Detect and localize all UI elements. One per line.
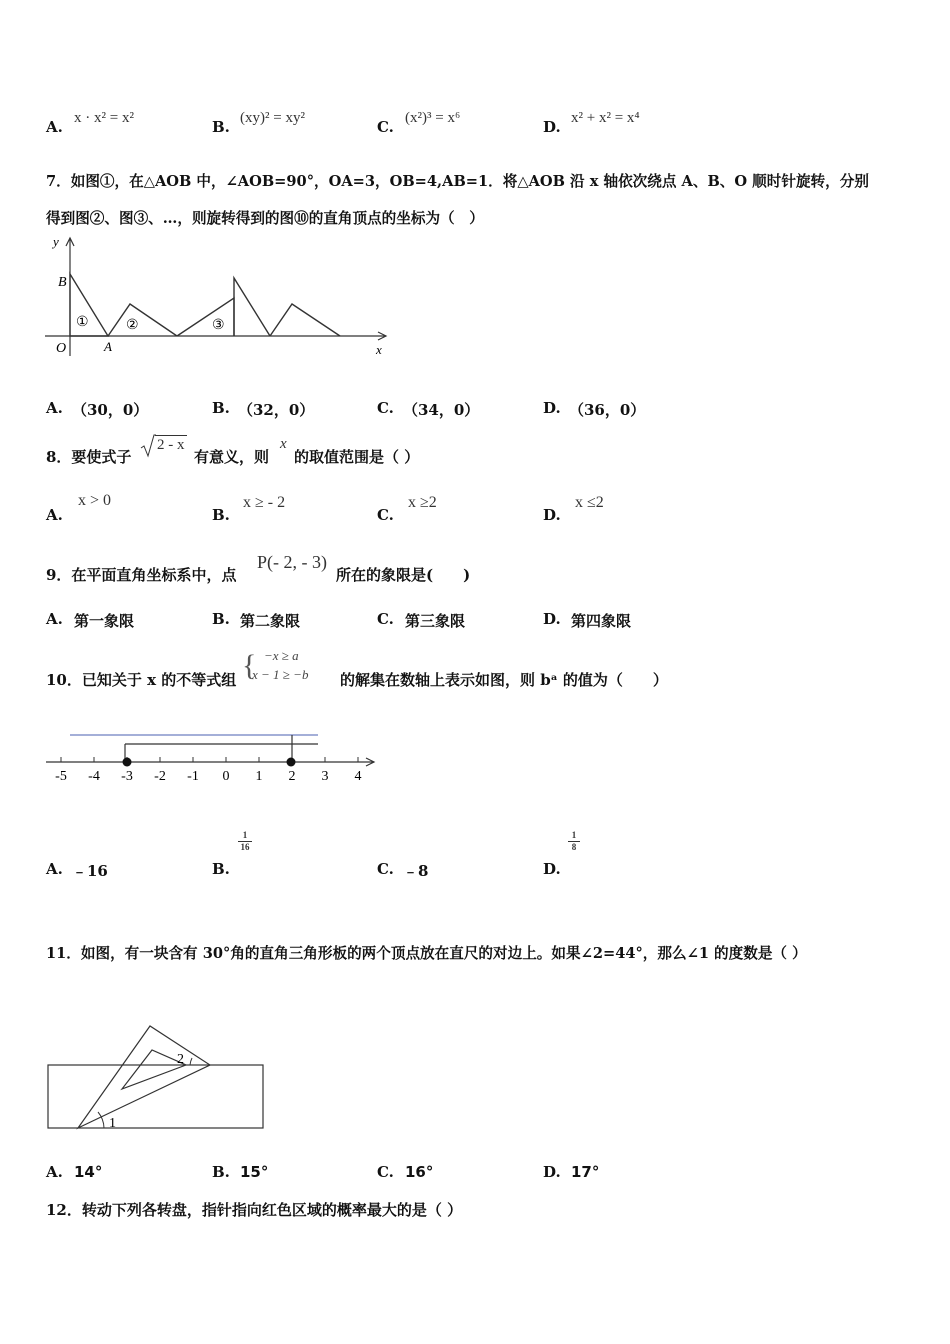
q10-option-a-text: ﹣16 [72, 862, 108, 880]
q11-figure [40, 1020, 272, 1136]
q8-option-d-label: D. [543, 506, 561, 524]
q7-option-b-text: （32，0） [238, 401, 315, 419]
q8-radical [140, 433, 192, 459]
q8-radicand: 2 - x [157, 437, 185, 453]
q10-option-c-text: ﹣8 [403, 862, 429, 880]
q10-option-c-label: C. [377, 860, 394, 878]
q10-ticks [55, 757, 361, 784]
q10-tick-label: -1 [187, 769, 199, 784]
q9-option-d-label: D. [543, 610, 561, 628]
q10-option-d-den: 8 [571, 842, 577, 852]
q11-angle2-label: 2 [177, 1052, 184, 1067]
q8-option-b-expr: x ≥ - 2 [243, 494, 286, 511]
q10-option-d-num: 1 [568, 830, 580, 842]
q11-option-b-label: B. [212, 1163, 230, 1181]
q10-dot-right [287, 758, 296, 767]
q11-triangle-outer [78, 1026, 210, 1128]
q9-option-c-label: C. [377, 610, 394, 628]
q8-option-b-label: B. [212, 506, 230, 524]
q10-tick-label: -2 [154, 769, 166, 784]
q11-ruler [48, 1065, 263, 1128]
q11-option-d-label: D. [543, 1163, 561, 1181]
q9-option-c-text: 第三象限 [405, 612, 466, 630]
q7-option-b-label: B. [212, 399, 230, 417]
q8-option-a-label: A. [46, 506, 63, 524]
q10-tick-label: 3 [321, 769, 329, 784]
q9-option-b-label: B. [212, 610, 230, 628]
q7-triangle-4 [234, 278, 270, 336]
q12-text: 12．转动下列各转盘，指针指向红色区域的概率最大的是（ ） [46, 1201, 463, 1219]
brace-icon: { [242, 649, 257, 682]
q10-suffix: 的解集在数轴上表示如图，则 bᵃ 的值为（ ） [340, 671, 668, 689]
sqrt-icon [140, 434, 156, 458]
q7-b-label: B [58, 275, 67, 290]
q9-option-d-text: 第四象限 [571, 612, 632, 630]
q7-triangle-2 [108, 304, 177, 336]
q10-option-b-den: 16 [240, 842, 250, 852]
q10-number-line [40, 728, 384, 788]
q10-dot-left [123, 758, 132, 767]
q10-tick-label: -4 [88, 769, 100, 784]
q9-prefix: 9．在平面直角坐标系中，点 [46, 566, 237, 584]
q10-option-d-fraction [568, 830, 580, 853]
q6-option-c-expr: (x²)³ = x⁶ [405, 110, 461, 126]
q7-a-label: A [104, 339, 112, 354]
q7-triangle-5 [270, 304, 340, 336]
q10-system [242, 648, 338, 686]
q10-option-b-num: 1 [238, 830, 252, 842]
q7-figure [40, 232, 400, 358]
q10-tick-label: 4 [354, 769, 362, 784]
q7-x-label: x [376, 342, 382, 357]
q11-option-a-label: A. [46, 1163, 63, 1181]
q10-ineq-2: x − 1 ≥ −b [252, 667, 309, 682]
q7-option-d-label: D. [543, 399, 561, 417]
q7-triangle-3 [177, 298, 234, 336]
q10-option-b-label: B. [212, 860, 230, 878]
q8-option-c-label: C. [377, 506, 394, 524]
q7-mark-3: ③ [212, 318, 225, 333]
q8-option-c-expr: x ≥2 [408, 494, 437, 511]
q6-option-d-label: D. [543, 118, 561, 136]
q8-option-a-expr: x > 0 [78, 492, 112, 509]
q10-option-b-fraction [238, 830, 252, 853]
q7-mark-2: ② [126, 318, 139, 333]
q7-option-c-label: C. [377, 399, 394, 417]
q11-option-a-text: 14° [74, 1163, 103, 1181]
q7-line1: 7．如图①，在△AOB 中，∠AOB=90°，OA=3，OB=4,AB=1．将△AOB 沿 x 轴依次绕点 A、B、O 顺时针旋转，分别 [46, 173, 869, 190]
q6-option-a-expr: x · x² = x² [74, 110, 134, 126]
q10-option-a-label: A. [46, 860, 63, 878]
q9-suffix: 所在的象限是( ) [336, 566, 471, 584]
q7-line2: 得到图②、图③、…，则旋转得到的图⑩的直角顶点的坐标为（ ） [46, 210, 484, 227]
q6-option-b-expr: (xy)² = xy² [240, 110, 305, 126]
q10-option-d-label: D. [543, 860, 561, 878]
q10-ineq-1: −x ≥ a [264, 648, 299, 663]
q7-option-c-text: （34，0） [403, 401, 480, 419]
q11-option-b-text: 15° [240, 1163, 269, 1181]
q11-option-c-text: 16° [405, 1163, 434, 1181]
q11-angle1-label: 1 [109, 1116, 116, 1131]
q10-tick-label: 0 [222, 769, 230, 784]
q8-var: x [280, 436, 287, 452]
q6-option-b-label: B. [212, 118, 230, 136]
q10-tick-label: 2 [288, 769, 296, 784]
q7-option-a-text: （30，0） [72, 401, 149, 419]
q10-tick-label: -3 [121, 769, 133, 784]
q11-text: 11．如图，有一块含有 30°角的直角三角形板的两个顶点放在直尺的对边上。如果∠2=44°，那么∠1 的度数是（ ） [46, 945, 807, 962]
q6-option-a-label: A. [46, 118, 63, 136]
q9-option-a-label: A. [46, 610, 63, 628]
q8-option-d-expr: x ≤2 [575, 494, 604, 511]
q8-suffix: 的取值范围是（ ） [294, 448, 420, 466]
q8-middle: 有意义，则 [194, 448, 270, 466]
q8-prefix: 8．要使式子 [46, 448, 132, 466]
q11-angle2-arc [190, 1058, 192, 1065]
q9-option-b-text: 第二象限 [240, 612, 301, 630]
q11-angle1-arc [98, 1112, 104, 1128]
q7-mark-1: ① [76, 315, 89, 330]
q7-origin-label: O [56, 341, 67, 356]
q10-prefix: 10．已知关于 x 的不等式组 [46, 671, 237, 689]
q11-option-c-label: C. [377, 1163, 394, 1181]
q11-option-d-text: 17° [571, 1163, 600, 1181]
q7-y-label: y [53, 234, 59, 249]
q9-point: P(- 2, - 3) [257, 552, 327, 572]
q7-option-a-label: A. [46, 399, 63, 417]
q6-option-c-label: C. [377, 118, 394, 136]
q7-option-d-text: （36，0） [569, 401, 646, 419]
q6-option-d-expr: x² + x² = x⁴ [571, 110, 640, 126]
q9-option-a-text: 第一象限 [74, 612, 135, 630]
q10-tick-label: -5 [55, 769, 67, 784]
q10-tick-label: 1 [255, 769, 263, 784]
